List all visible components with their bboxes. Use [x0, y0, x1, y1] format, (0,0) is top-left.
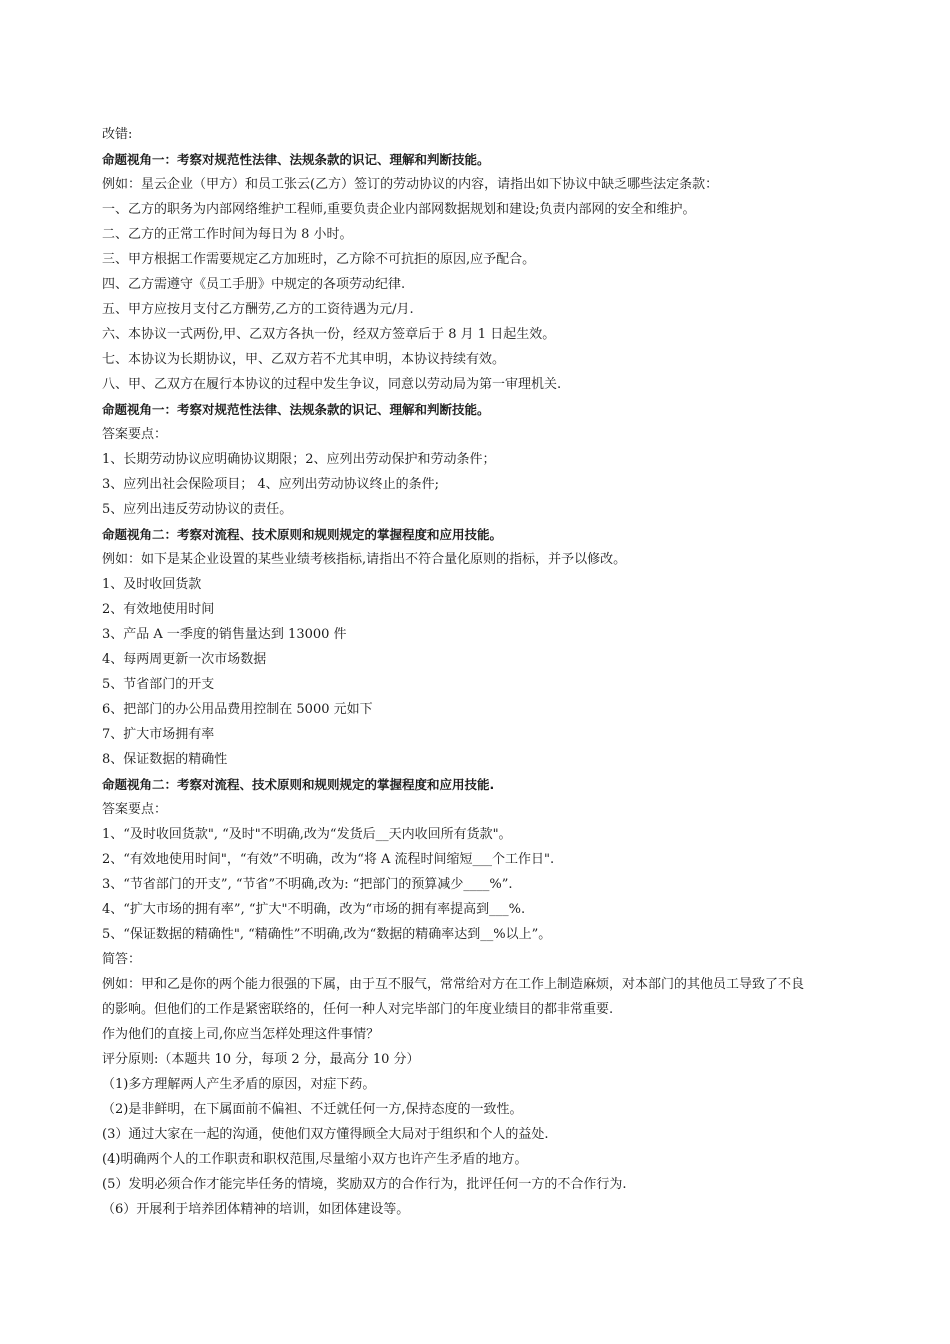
text-line: 1、及时收回货款: [102, 577, 202, 592]
text-line: 3、应列出社会保险项目； 4、应列出劳动协议终止的条件;: [102, 477, 440, 492]
text-line: 3、“节省部门的开支”, “节省”不明确,改为: “把部门的预算减少____%”.: [102, 877, 513, 892]
text-line: 改错:: [102, 127, 133, 142]
text-line: 3、产品 A 一季度的销售量达到 13000 件: [102, 627, 347, 642]
text-line: 二、乙方的正常工作时间为每日为 8 小时。: [102, 227, 353, 242]
text-line: 例如：如下是某企业设置的某些业绩考核指标,请指出不符合量化原则的指标，并予以修改。: [102, 552, 627, 567]
text-line: 一、乙方的职务为内部网络维护工程师,重要负责企业内部网数据规划和建设;负责内部网的安全和维护。: [102, 202, 696, 217]
document-page: [102, 122, 882, 1222]
section-heading: 命题视角二：考察对流程、技术原则和规则规定的掌握程度和应用技能。: [102, 527, 503, 542]
text-line: 2、有效地使用时间: [102, 602, 215, 617]
text-line: 的影响。但他们的工作是紧密联络的，任何一种人对完毕部门的年度业绩目的都非常重要.: [102, 1002, 614, 1017]
text-line: 例如：星云企业（甲方）和员工张云(乙方）签订的劳动协议的内容，请指出如下协议中缺乏哪些法定条款：: [102, 177, 719, 192]
text-line: 4、“扩大市场的拥有率”, “扩大"不明确，改为“市场的拥有率提高到___%.: [102, 902, 526, 917]
text-line: 5、“保证数据的精确性", “精确性”不明确,改为“数据的精确率达到__%以上”。: [102, 927, 552, 942]
section-heading: 命题视角一：考察对规范性法律、法规条款的识记、理解和判断技能。: [102, 402, 490, 417]
text-line: 七、本协议为长期协议，甲、乙双方若不尤其申明，本协议持续有效。: [102, 352, 506, 367]
text-line: 八、甲、乙双方在履行本协议的过程中发生争议，同意以劳动局为第一审理机关.: [102, 377, 562, 392]
text-line: （2)是非鲜明，在下属面前不偏袒、不迁就任何一方,保持态度的一致性。: [102, 1102, 523, 1117]
text-line: (4)明确两个人的工作职责和职权范围,尽量缩小双方也许产生矛盾的地方。: [102, 1152, 528, 1167]
text-line: 6、把部门的办公用品费用控制在 5000 元如下: [102, 702, 373, 717]
text-line: 8、保证数据的精确性: [102, 752, 228, 767]
text-line: 7、扩大市场拥有率: [102, 727, 215, 742]
text-line: 2、“有效地使用时间"，“有效”不明确，改为“将 A 流程时间缩短___个工作日".: [102, 852, 555, 867]
text-line: 1、长期劳动协议应明确协议期限；2、应列出劳动保护和劳动条件；: [102, 452, 496, 467]
text-line: 5、应列出违反劳动协议的责任。: [102, 502, 293, 517]
text-line: (5）发明必须合作才能完毕任务的情境，奖励双方的合作行为，批评任何一方的不合作行为.: [102, 1177, 627, 1192]
section-heading: 命题视角二：考察对流程、技术原则和规则规定的掌握程度和应用技能.: [102, 777, 495, 792]
text-line: 答案要点：: [102, 427, 168, 442]
text-line: 作为他们的直接上司,你应当怎样处理这件事情？: [102, 1027, 380, 1042]
text-line: 六、本协议一式两份,甲、乙双方各执一份，经双方签章后于 8 月 1 日起生效。: [102, 327, 556, 342]
text-line: 4、每两周更新一次市场数据: [102, 652, 267, 667]
section-heading: 命题视角一：考察对规范性法律、法规条款的识记、理解和判断技能。: [102, 152, 490, 167]
text-line: （1)多方理解两人产生矛盾的原因，对症下药。: [102, 1077, 376, 1092]
text-line: 四、乙方需遵守《员工手册》中规定的各项劳动纪律.: [102, 277, 406, 292]
text-line: 三、甲方根据工作需要规定乙方加班时，乙方除不可抗拒的原因,应予配合。: [102, 252, 536, 267]
text-line: 五、甲方应按月支付乙方酬劳,乙方的工资待遇为元/月.: [102, 302, 414, 317]
text-line: (3）通过大家在一起的沟通，使他们双方懂得顾全大局对于组织和个人的益处.: [102, 1127, 549, 1142]
text-line: 5、节省部门的开支: [102, 677, 215, 692]
text-line: 评分原则:（本题共 10 分，每项 2 分，最高分 10 分）: [102, 1052, 420, 1067]
text-line: 简答：: [102, 952, 142, 967]
text-line: （6）开展利于培养团体精神的培训，如团体建设等。: [102, 1202, 410, 1217]
text-line: 1、“及时收回货款", “及时"不明确,改为“发货后__天内收回所有货款"。: [102, 827, 512, 842]
text-line: 例如：甲和乙是你的两个能力很强的下属，由于互不服气，常常给对方在工作上制造麻烦，对本部门的其他员工导致了不良: [102, 977, 805, 992]
text-line: 答案要点：: [102, 802, 168, 817]
